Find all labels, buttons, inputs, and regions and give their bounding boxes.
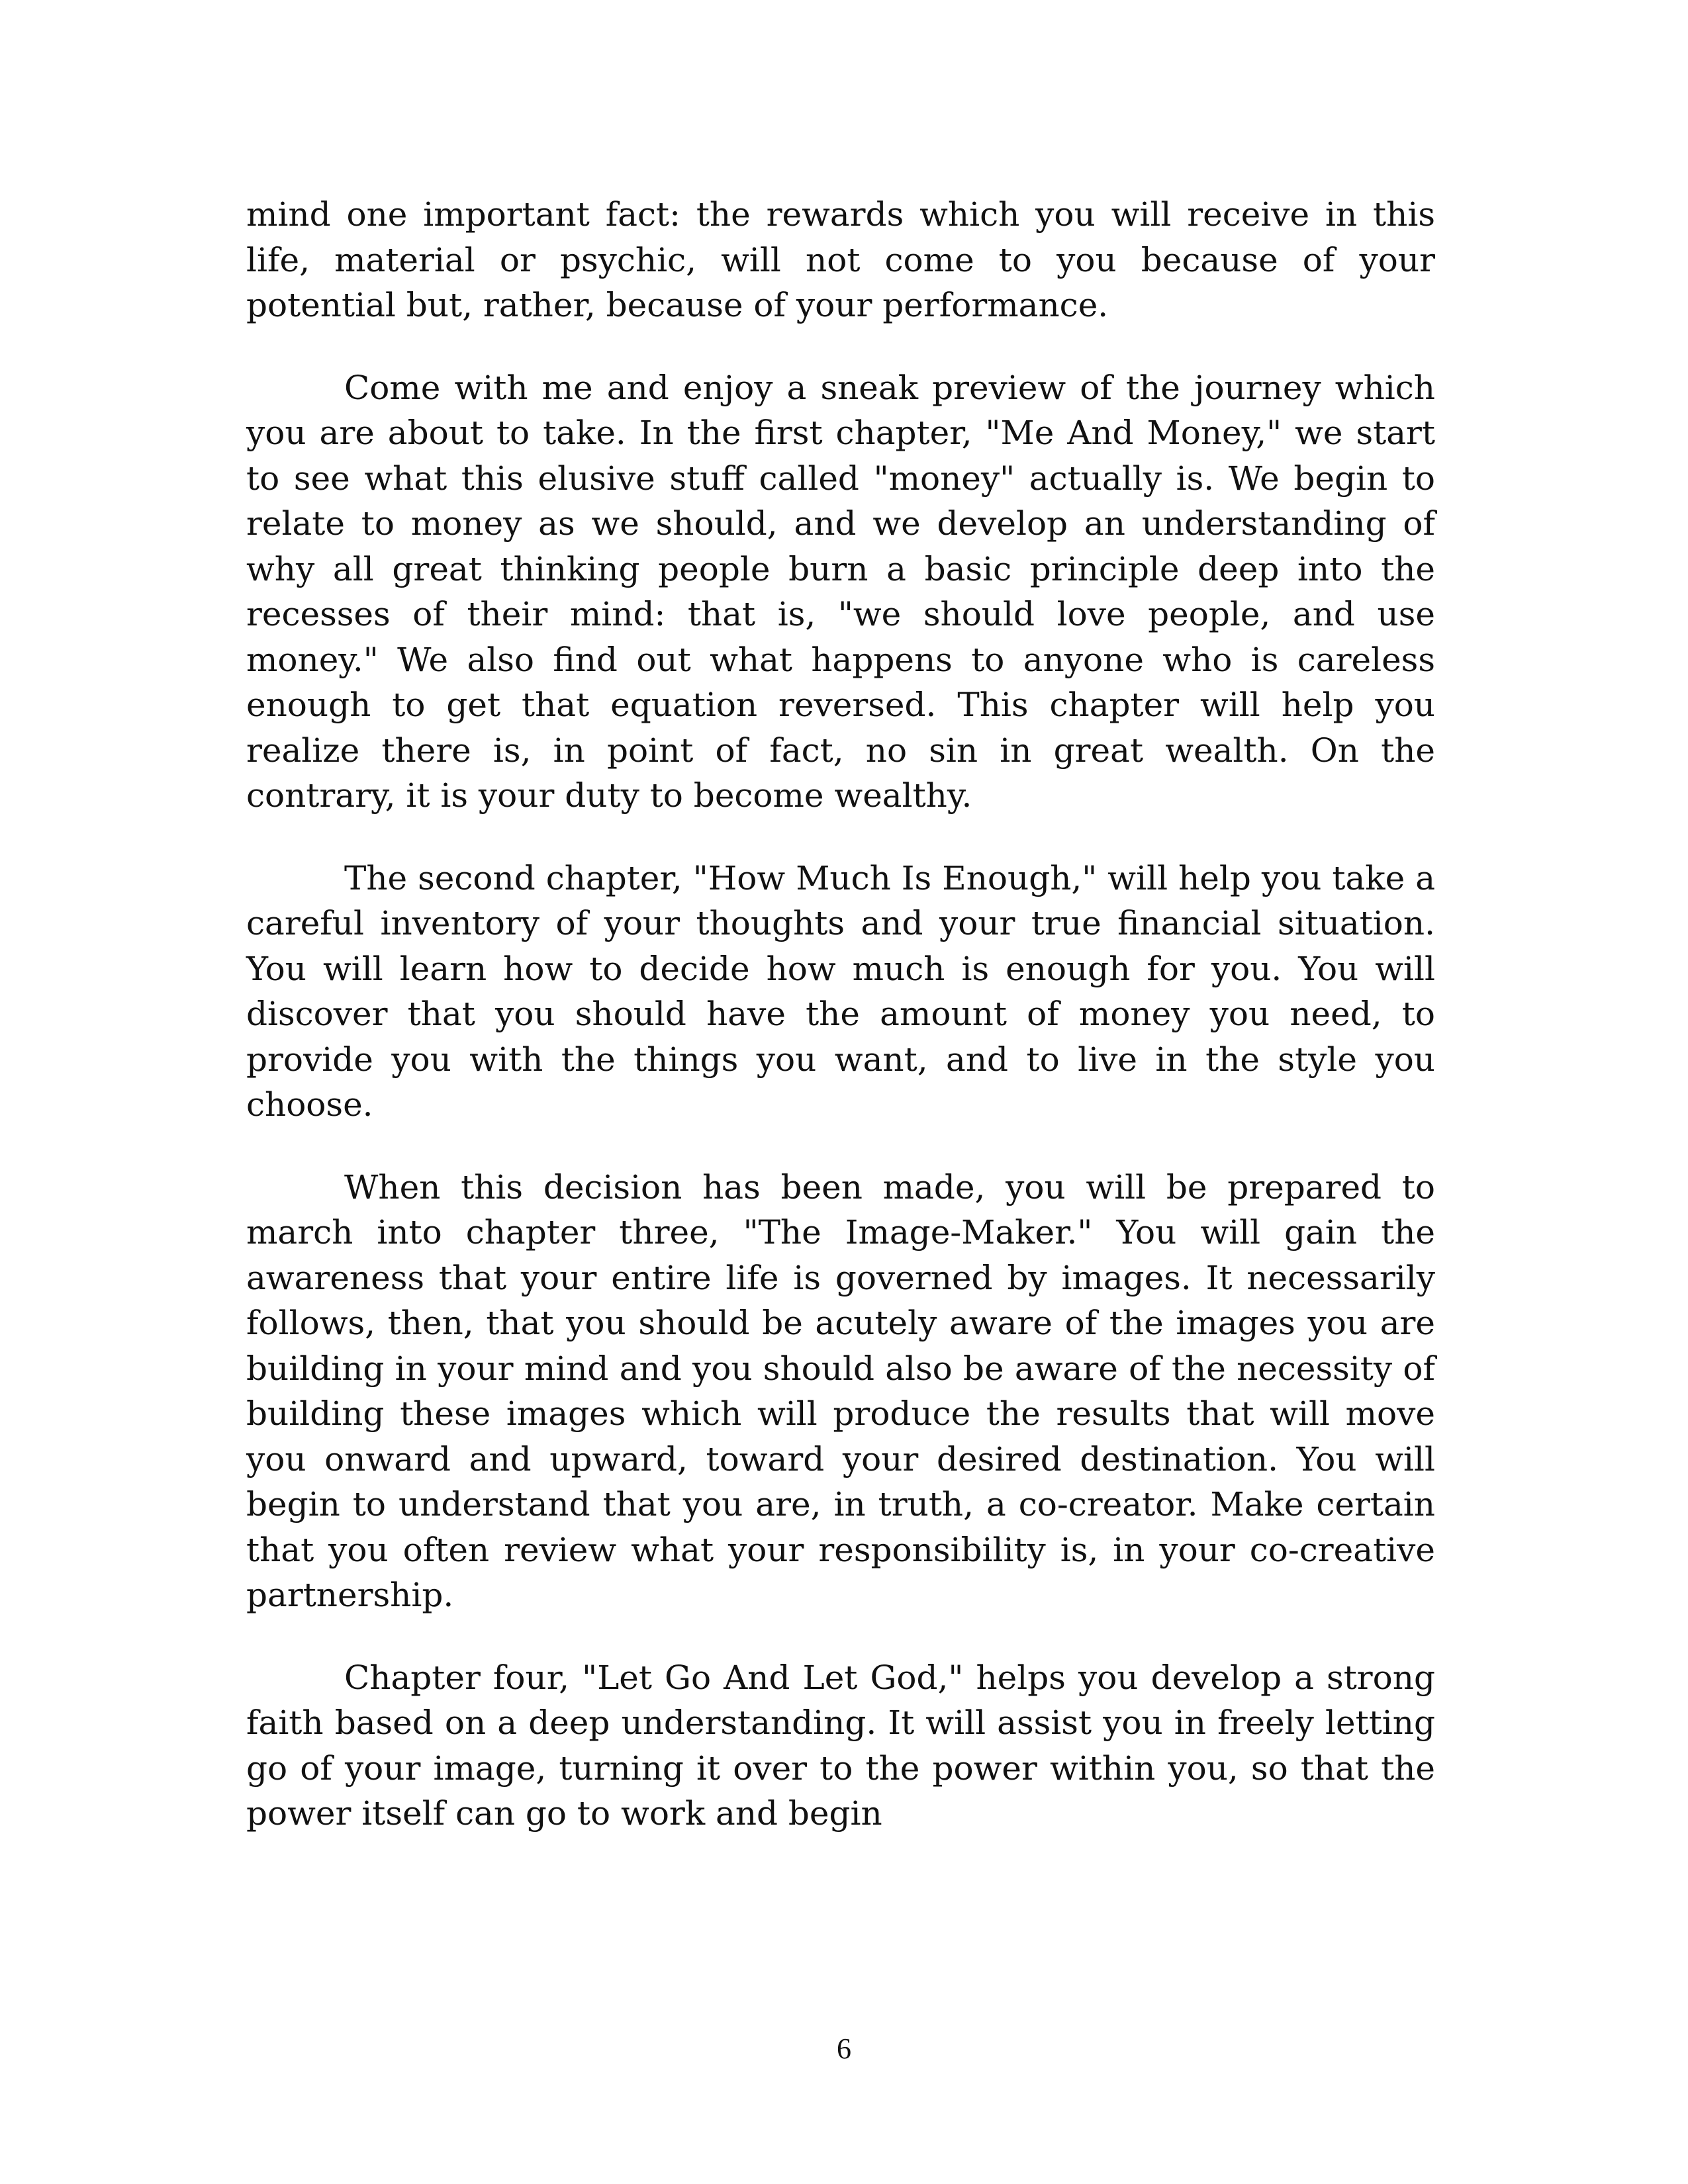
paragraph-continuation: mind one important fact: the rewards which you will receive in this life, material or psychic, will not come to you because of your potential but, rather, because of your performance. <box>246 195 1435 324</box>
body-text <box>246 192 1435 1874</box>
page-number: 6 <box>837 2032 851 2065</box>
paragraph-chapter-four: Chapter four, "Let Go And Let God," helps you develop a strong faith based on a deep understanding. It will assist you in freely letting go of your image, turning it over to the power within you, so that the power itself can go to work and begin <box>246 1658 1435 1833</box>
paragraph-chapter-three: When this decision has been made, you will be prepared to march into chapter three, "The Image-Maker." You will gain the awareness that your entire life is governed by images. It necessarily follows, then, that you should be acutely aware of the images you are building in your mind and you should also be aware of the necessity of building these images which will produce the results that will move you onward and upward, toward your desired destination. You will begin to understand that you are, in truth, a co-creator. Make certain that you often review what your responsibility is, in your co-creative partnership. <box>246 1167 1435 1614</box>
paragraph-chapter-two: The second chapter, "How Much Is Enough," will help you take a careful inventory of your thoughts and your true financial situation. You will learn how to decide how much is enough for you. You will discover that you should have the amount of money you need, to provide you with the things you want, and to live in the style you choose. <box>246 858 1435 1124</box>
paragraph-chapter-one: Come with me and enjoy a sneak preview of the journey which you are about to take. In the first chapter, "Me And Money," we start to see what this elusive stuff called "money" actually is. We begin to relate to money as we should, and we develop an understanding of why all great thinking people burn a basic principle deep into the recesses of their mind: that is, "we should love people, and use money." We also find out what happens to anyone who is careless enough to get that equation reversed. This chapter will help you realize there is, in point of fact, no sin in great wealth. On the contrary, it is your duty to become wealthy. <box>246 368 1435 815</box>
